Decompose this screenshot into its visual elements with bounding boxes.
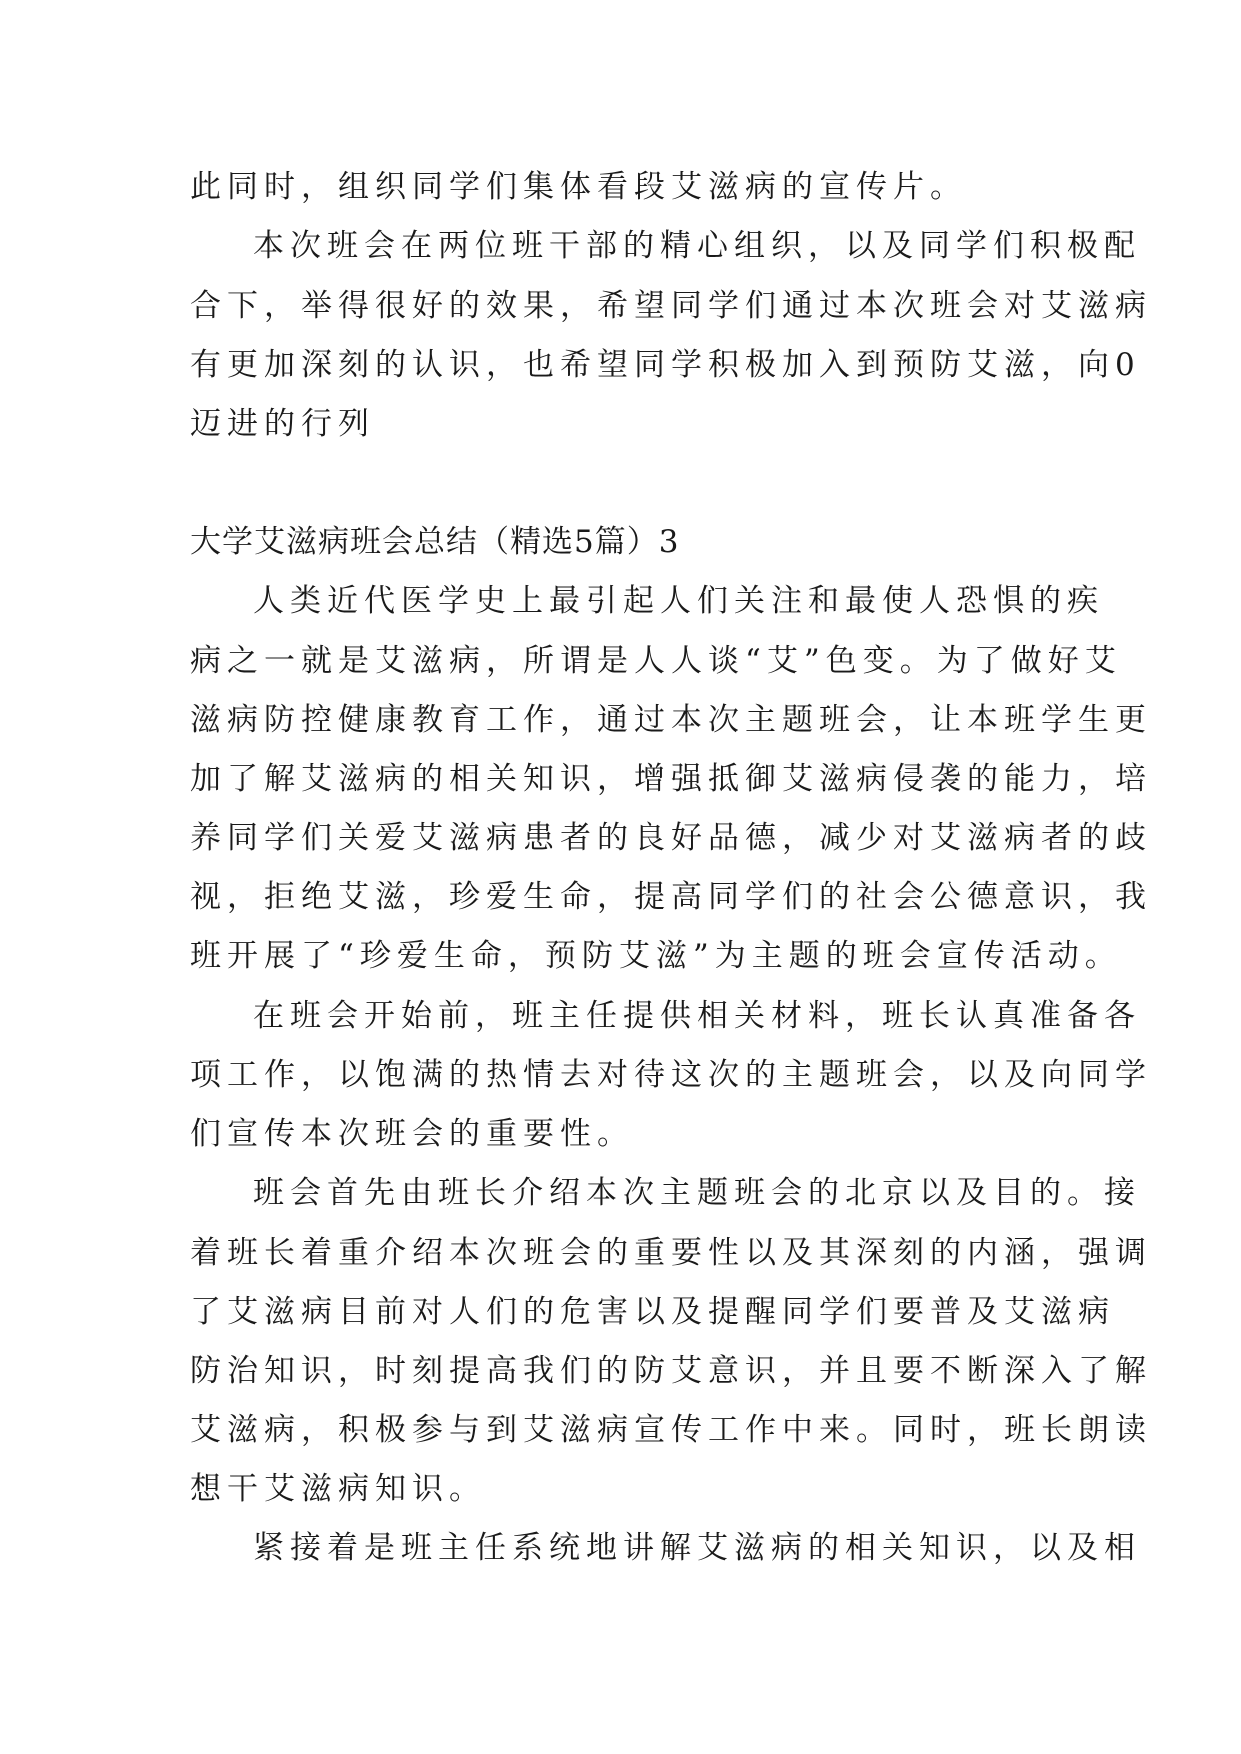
text-line: 想干艾滋病知识。 xyxy=(190,1471,486,1507)
text-line: 们宣传本次班会的重要性。 xyxy=(190,1116,634,1152)
text-line: 病之一就是艾滋病，所谓是人人谈“艾”色变。为了做好艾 xyxy=(190,643,1122,679)
text-line: 艾滋病，积极参与到艾滋病宣传工作中来。同时，班长朗读 xyxy=(190,1412,1152,1448)
text-line: 了艾滋病目前对人们的危害以及提醒同学们要普及艾滋病 xyxy=(190,1294,1115,1330)
paragraph-start-line: 紧接着是班主任系统地讲解艾滋病的相关知识，以及相 xyxy=(253,1530,1141,1566)
text-line: 滋病防控健康教育工作，通过本次主题班会，让本班学生更 xyxy=(190,702,1152,738)
text-line: 防治知识，时刻提高我们的防艾意识，并且要不断深入了解 xyxy=(190,1353,1152,1389)
paragraph-start-line: 人类近代医学史上最引起人们关注和最使人恐惧的疾 xyxy=(253,583,1104,619)
paragraph-start-line: 班会首先由班长介绍本次主题班会的北京以及目的。接 xyxy=(253,1175,1141,1211)
text-line: 班开展了“珍爱生命，预防艾滋”为主题的班会宣传活动。 xyxy=(190,938,1122,974)
paragraph-start-line: 在班会开始前，班主任提供相关材料，班长认真准备各 xyxy=(253,998,1141,1034)
text-line: 养同学们关爱艾滋病患者的良好品德，减少对艾滋病者的歧 xyxy=(190,820,1152,856)
paragraph-start-line: 本次班会在两位班干部的精心组织，以及同学们积极配 xyxy=(253,228,1141,264)
text-line: 合下，举得很好的效果，希望同学们通过本次班会对艾滋病 xyxy=(190,288,1152,324)
text-line: 此同时，组织同学们集体看段艾滋病的宣传片。 xyxy=(190,169,967,205)
section-title: 大学艾滋病班会总结（精选5篇）3 xyxy=(190,524,680,560)
text-line: 有更加深刻的认识，也希望同学积极加入到预防艾滋，向0 xyxy=(190,347,1141,383)
text-line: 迈进的行列 xyxy=(190,406,375,442)
text-line: 加了解艾滋病的相关知识，增强抵御艾滋病侵袭的能力，培 xyxy=(190,761,1152,797)
text-line: 着班长着重介绍本次班会的重要性以及其深刻的内涵，强调 xyxy=(190,1235,1152,1271)
text-line: 项工作，以饱满的热情去对待这次的主题班会，以及向同学 xyxy=(190,1057,1152,1093)
text-line: 视，拒绝艾滋，珍爱生命，提高同学们的社会公德意识，我 xyxy=(190,879,1152,915)
